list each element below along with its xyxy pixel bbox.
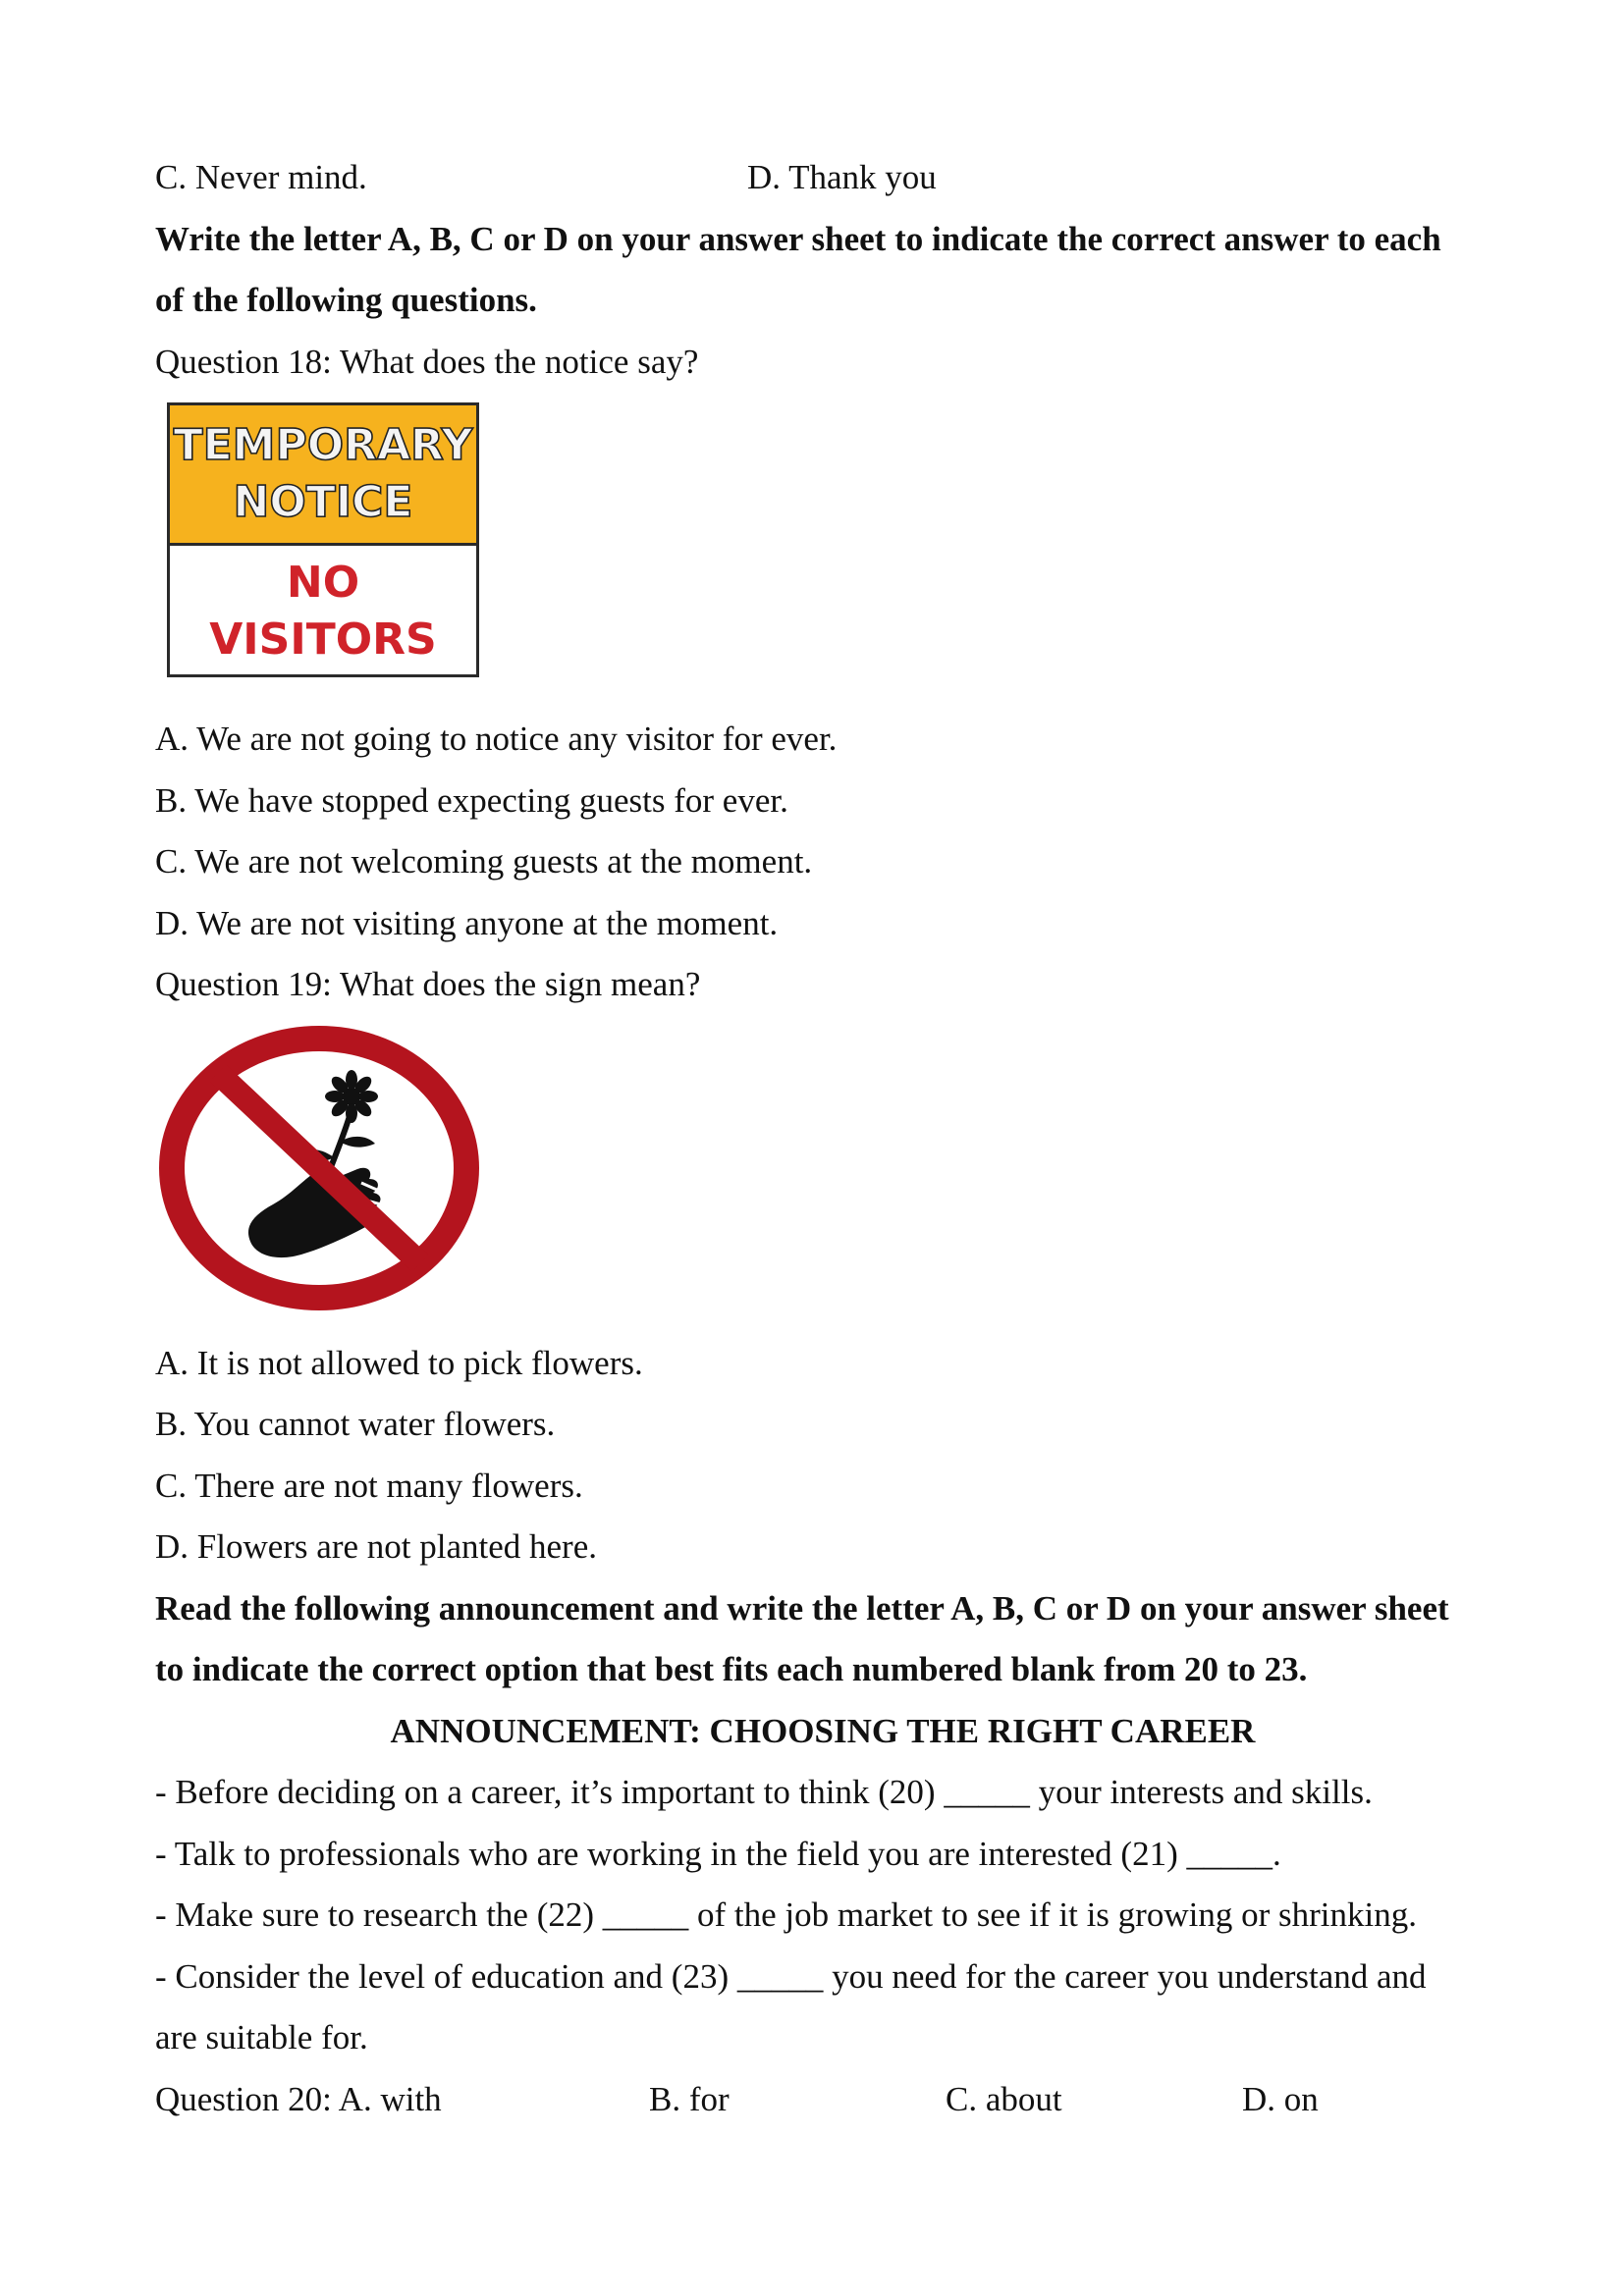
exam-page — [155, 147, 1490, 2130]
announcement-line-23-cont: are suitable for. — [155, 2018, 368, 2056]
q18-option-a: A. We are not going to notice any visitor for ever. — [155, 720, 838, 758]
notice-header-line-1: TEMPORARY — [173, 420, 473, 470]
no-picking-flowers-icon — [157, 1026, 491, 1310]
announcement-line-20: - Before deciding on a career, it’s important to think (20) _____ your interests and skills. — [155, 1773, 1373, 1811]
question-19: Question 19: What does the sign mean? — [155, 965, 701, 1003]
q19-option-a: A. It is not allowed to pick flowers. — [155, 1343, 643, 1382]
announcement-line-23: - Consider the level of education and (23) _____ you need for the career you understand and — [155, 1956, 1427, 1996]
temporary-notice-sign — [167, 402, 479, 677]
q20-label-option-a: Question 20: A. with — [155, 2079, 442, 2118]
notice-body-line-2: VISITORS — [209, 614, 437, 665]
q20-option-c: C. about — [946, 2079, 1062, 2118]
notice-header — [170, 405, 476, 546]
q18-option-d: D. We are not visiting anyone at the moment. — [155, 903, 779, 942]
notice-body-line-1: NO — [286, 558, 360, 608]
q18-option-b: B. We have stopped expecting guests for ever. — [155, 780, 788, 820]
question-20-row — [155, 2069, 1490, 2131]
question-18: Question 18: What does the notice say? — [155, 342, 699, 381]
q19-option-c: C. There are not many flowers. — [155, 1466, 583, 1505]
instruction-2-line-1: Read the following announcement and write the letter A, B, C or D on your answer sheet — [155, 1588, 1449, 1628]
q19-figure-area — [155, 1026, 1490, 1333]
q20-option-d: D. on — [1242, 2079, 1319, 2118]
announcement-title: ANNOUNCEMENT: CHOOSING THE RIGHT CAREER — [390, 1711, 1256, 1750]
q17-option-d: D. Thank you — [747, 158, 937, 196]
q17-option-c: C. Never mind. — [155, 158, 367, 196]
q19-option-b: B. You cannot water flowers. — [155, 1405, 556, 1443]
q18-option-c: C. We are not welcoming guests at the moment. — [155, 842, 813, 881]
instruction-1-line-1: Write the letter A, B, C or D on your answer sheet to indicate the correct answer to each — [155, 219, 1441, 258]
announcement-line-21: - Talk to professionals who are working in the field you are interested (21) _____. — [155, 1834, 1281, 1873]
q18-figure-area — [155, 402, 1490, 709]
q20-option-b: B. for — [649, 2079, 730, 2118]
announcement-line-22: - Make sure to research the (22) _____ of the job market to see if it is growing or shrinking. — [155, 1896, 1417, 1934]
notice-body — [170, 546, 476, 677]
instruction-2-line-2: to indicate the correct option that best fits each numbered blank from 20 to 23. — [155, 1650, 1308, 1688]
q19-option-d: D. Flowers are not planted here. — [155, 1527, 597, 1566]
instruction-1-line-2: of the following questions. — [155, 281, 537, 319]
notice-header-line-2: NOTICE — [233, 477, 413, 527]
q17-options-row — [155, 147, 1490, 209]
